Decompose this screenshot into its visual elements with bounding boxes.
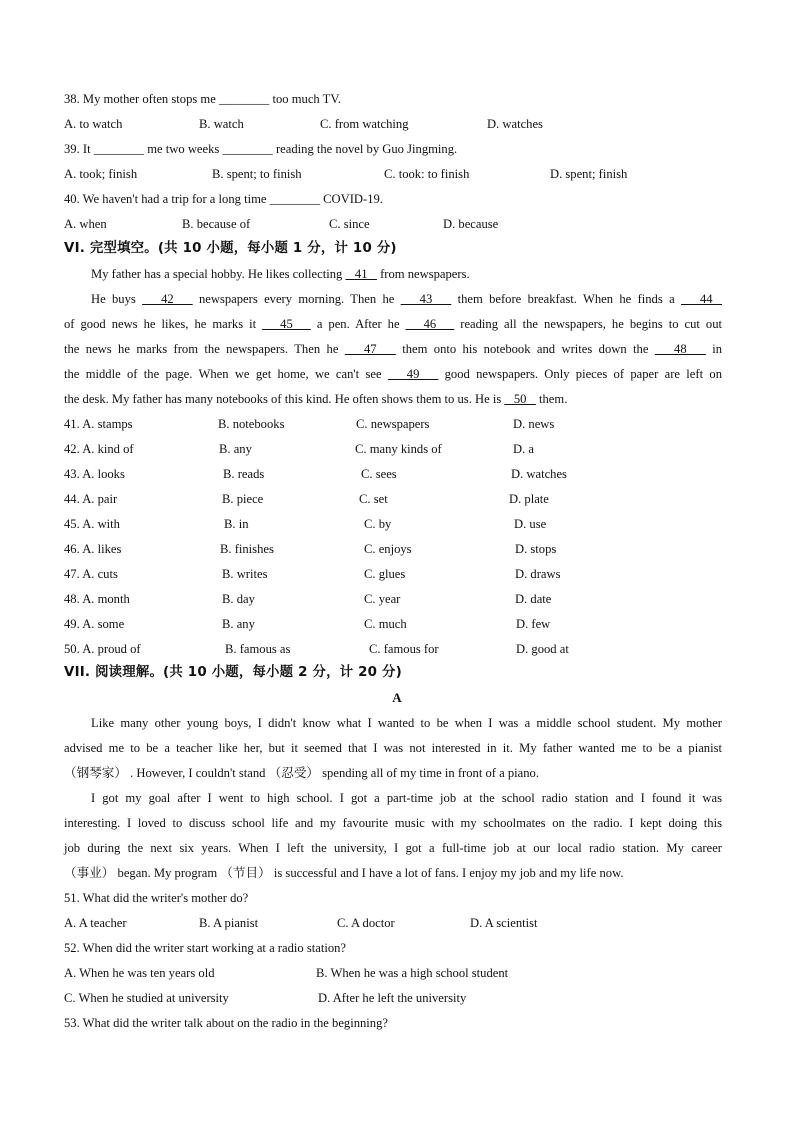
q44-option-b: B. piece <box>222 492 264 506</box>
cloze-line-6 <box>64 391 567 407</box>
blank-46: 46 <box>405 317 455 331</box>
q49-option-b: B. any <box>222 617 255 631</box>
cloze-text: in <box>705 342 723 356</box>
q51-option-b: B. A pianist <box>199 916 259 930</box>
q42-option-a: 42. A. kind of <box>64 442 134 456</box>
cloze-text: them onto his notebook and writes down the <box>395 342 655 356</box>
cloze-text: from newspapers. <box>376 267 470 281</box>
q51-option-a: A. A teacher <box>64 916 127 930</box>
q38-option-d: D. watches <box>487 117 543 131</box>
cloze-line-5 <box>64 366 722 382</box>
question-51-stem: 51. What did the writer's mother do? <box>64 891 249 905</box>
q48-option-a: 48. A. month <box>64 592 130 606</box>
cloze-text: He buys <box>91 292 143 306</box>
q52-option-a: A. When he was ten years old <box>64 966 215 980</box>
question-39-stem: 39. It ________ me two weeks ________ reading the novel by Guo Jingming. <box>64 142 458 156</box>
blank-42: 42 <box>142 292 193 306</box>
blank-43: 43 <box>400 292 452 306</box>
q45-option-a: 45. A. with <box>64 517 120 531</box>
q40-option-c: C. since <box>329 217 370 231</box>
q50-option-d: D. good at <box>516 642 569 656</box>
cloze-text: them. <box>535 392 568 406</box>
q47-option-d: D. draws <box>515 567 561 581</box>
cloze-text: newspapers every morning. Then he <box>192 292 401 306</box>
q48-option-c: C. year <box>364 592 401 606</box>
q38-option-c: C. from watching <box>320 117 409 131</box>
reading-line-7: （事业） began. My program （节目） is successful and I have a lot of fans. I enjoy my job and my life now. <box>64 866 624 880</box>
q46-option-b: B. finishes <box>220 542 274 556</box>
cloze-text: the middle of the page. When we get home, we can't see <box>64 367 388 381</box>
blank-47: 47 <box>344 342 396 356</box>
q43-option-b: B. reads <box>223 467 265 481</box>
cloze-line-4 <box>64 341 722 357</box>
q49-option-c: C. much <box>364 617 407 631</box>
q46-option-c: C. enjoys <box>364 542 412 556</box>
reading-line-6: job during the next six years. When I left the university, I got a full-time job at our local radio station. My career <box>64 841 722 855</box>
passage-label: A <box>392 690 402 705</box>
q42-option-c: C. many kinds of <box>355 442 442 456</box>
q45-option-b: B. in <box>224 517 249 531</box>
q47-option-a: 47. A. cuts <box>64 567 118 581</box>
q44-option-c: C. set <box>359 492 388 506</box>
blank-45: 45 <box>262 317 311 331</box>
cloze-text: the desk. My father has many notebooks of this kind. He often shows them to us. He is <box>64 392 505 406</box>
q49-option-d: D. few <box>516 617 551 631</box>
q48-option-b: B. day <box>222 592 255 606</box>
cloze-text: a pen. After he <box>310 317 406 331</box>
q51-option-c: C. A doctor <box>337 916 395 930</box>
q46-option-d: D. stops <box>515 542 557 556</box>
q44-option-a: 44. A. pair <box>64 492 118 506</box>
question-40-stem: 40. We haven't had a trip for a long time ________ COVID-19. <box>64 192 383 206</box>
question-52-stem: 52. When did the writer start working at a radio station? <box>64 941 347 955</box>
q38-option-a: A. to watch <box>64 117 123 131</box>
q43-option-c: C. sees <box>361 467 397 481</box>
cloze-text: reading all the newspapers, he begins to cut out <box>454 317 723 331</box>
q50-option-c: C. famous for <box>369 642 439 656</box>
q41-option-a: 41. A. stamps <box>64 417 133 431</box>
q39-option-b: B. spent; to finish <box>212 167 302 181</box>
q40-option-d: D. because <box>443 217 499 231</box>
blank-49: 49 <box>387 367 439 381</box>
q43-option-d: D. watches <box>511 467 567 481</box>
q45-option-d: D. use <box>514 517 547 531</box>
cloze-text: good newspapers. Only pieces of paper are left on <box>438 367 722 381</box>
cloze-text: them before breakfast. When he finds a <box>451 292 681 306</box>
cloze-text: the news he marks from the newspapers. Then he <box>64 342 345 356</box>
q50-option-a: 50. A. proud of <box>64 642 141 656</box>
q48-option-d: D. date <box>515 592 552 606</box>
q52-option-d: D. After he left the university <box>318 991 467 1005</box>
q39-option-c: C. took: to finish <box>384 167 470 181</box>
q41-option-d: D. news <box>513 417 555 431</box>
q45-option-c: C. by <box>364 517 392 531</box>
q40-option-a: A. when <box>64 217 107 231</box>
q49-option-a: 49. A. some <box>64 617 125 631</box>
cloze-text: My father has a special hobby. He likes collecting <box>91 267 346 281</box>
q44-option-d: D. plate <box>509 492 549 506</box>
reading-line-5: interesting. I loved to discuss school life and my favourite music with my schoolmates on the radio. I kept doing this <box>64 816 722 830</box>
blank-48: 48 <box>654 342 706 356</box>
reading-line-2: advised me to be a teacher like her, but it seemed that I was not interested in it. My father wanted me to be a pianist <box>64 741 722 755</box>
question-38-stem: 38. My mother often stops me ________ too much TV. <box>64 92 341 106</box>
q47-option-c: C. glues <box>364 567 406 581</box>
q39-option-d: D. spent; finish <box>550 167 628 181</box>
reading-line-3: （钢琴家） . However, I couldn't stand （忍受） spending all of my time in front of a piano. <box>64 766 540 780</box>
q38-option-b: B. watch <box>199 117 244 131</box>
blank-41: 41 <box>345 267 377 281</box>
q46-option-a: 46. A. likes <box>64 542 122 556</box>
blank-44: 44 <box>681 292 723 306</box>
cloze-line-1 <box>91 266 470 282</box>
q41-option-c: C. newspapers <box>356 417 430 431</box>
cloze-text: of good news he likes, he marks it <box>64 317 263 331</box>
q52-option-b: B. When he was a high school student <box>316 966 509 980</box>
cloze-line-3 <box>64 316 722 332</box>
q39-option-a: A. took; finish <box>64 167 138 181</box>
section-6-heading: VI. 完型填空。(共 10 小题，每小题 1 分，计 10 分) <box>64 241 397 256</box>
section-7-heading: VII. 阅读理解。(共 10 小题，每小题 2 分，计 20 分) <box>64 665 402 680</box>
cloze-line-2 <box>91 291 722 307</box>
reading-line-1: Like many other young boys, I didn't know what I wanted to be when I was a middle school student. My mother <box>91 716 722 730</box>
q41-option-b: B. notebooks <box>218 417 285 431</box>
q42-option-b: B. any <box>219 442 252 456</box>
q42-option-d: D. a <box>513 442 534 456</box>
q47-option-b: B. writes <box>222 567 268 581</box>
q52-option-c: C. When he studied at university <box>64 991 229 1005</box>
question-53-stem: 53. What did the writer talk about on the radio in the beginning? <box>64 1016 388 1030</box>
blank-50: 50 <box>504 392 536 406</box>
reading-line-4: I got my goal after I went to high school. I got a part-time job at the school radio station and I found it was <box>91 791 722 805</box>
q51-option-d: D. A scientist <box>470 916 538 930</box>
q50-option-b: B. famous as <box>225 642 291 656</box>
q40-option-b: B. because of <box>182 217 251 231</box>
q43-option-a: 43. A. looks <box>64 467 125 481</box>
